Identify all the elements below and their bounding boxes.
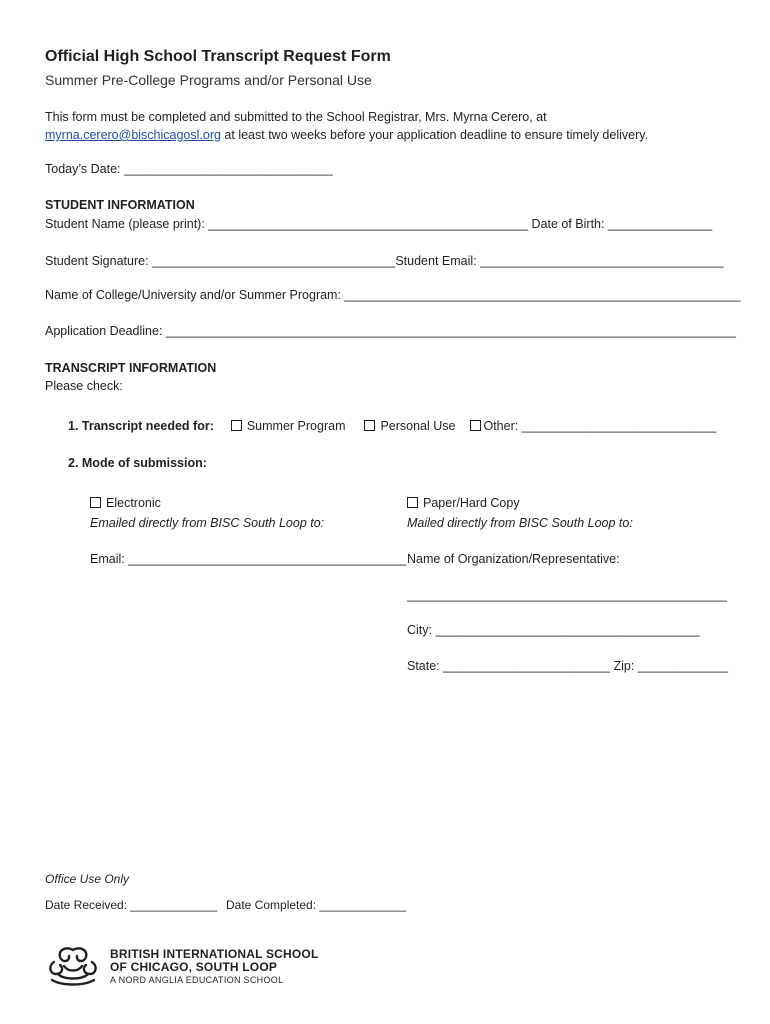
paper-note: Mailed directly from BISC South Loop to:	[407, 516, 633, 530]
logo-line-2: OF CHICAGO, SOUTH LOOP	[110, 960, 278, 974]
organization-field[interactable]: ______________________________________________	[407, 588, 727, 602]
please-check-label: Please check:	[45, 379, 123, 393]
intro-line-2-rest: at least two weeks before your application deadline to ensure timely delivery.	[220, 128, 649, 142]
transcript-info-heading: TRANSCRIPT INFORMATION	[45, 361, 217, 375]
other-checkbox[interactable]	[470, 420, 481, 431]
personal-use-option[interactable]	[364, 419, 455, 433]
summer-program-label: Summer Program	[246, 419, 346, 433]
city-field[interactable]: City: ______________________________________	[407, 623, 700, 637]
mode-of-submission-label: 2. Mode of submission:	[68, 456, 207, 470]
state-zip-field[interactable]: State: ________________________ Zip: _____________	[407, 659, 729, 673]
registrar-email-link[interactable]: myrna.cerero@bischicagosl.org	[45, 128, 221, 142]
student-info-heading: STUDENT INFORMATION	[45, 198, 195, 212]
summer-program-option[interactable]	[231, 419, 346, 433]
electronic-label: Electronic	[106, 496, 161, 510]
submission-email-field[interactable]: Email: ________________________________________	[90, 552, 407, 566]
paper-label: Paper/Hard Copy	[423, 496, 520, 510]
other-option[interactable]	[470, 419, 716, 433]
date-received-field[interactable]: Date Received: _____________	[45, 898, 218, 912]
electronic-option[interactable]	[90, 496, 161, 510]
student-signature-field[interactable]: Student Signature: ___________________________________Student Email: ___________________________________	[45, 254, 724, 268]
organization-label: Name of Organization/Representative:	[407, 552, 620, 566]
paper-option[interactable]	[407, 496, 520, 510]
intro-paragraph	[45, 108, 648, 144]
todays-date-field[interactable]: Today’s Date: ______________________________	[45, 162, 333, 176]
transcript-needed-row	[68, 419, 716, 433]
college-program-field[interactable]: Name of College/University and/or Summer Program: _________________________________________________________	[45, 288, 741, 302]
application-deadline-field[interactable]: Application Deadline: __________________________________________________________________________________	[45, 324, 736, 338]
electronic-note: Emailed directly from BISC South Loop to:	[90, 516, 325, 530]
school-logo-text	[110, 948, 319, 987]
date-completed-field[interactable]: Date Completed: _____________	[226, 898, 407, 912]
logo-line-1: BRITISH INTERNATIONAL SCHOOL	[110, 947, 319, 961]
form-subtitle: Summer Pre-College Programs and/or Personal Use	[45, 72, 372, 88]
personal-use-checkbox[interactable]	[364, 420, 375, 431]
paper-checkbox[interactable]	[407, 497, 418, 508]
logo-line-3: A NORD ANGLIA EDUCATION SCHOOL	[110, 975, 284, 985]
other-field[interactable]: Other: ____________________________	[483, 419, 717, 433]
form-title: Official High School Transcript Request Form	[45, 48, 391, 65]
personal-use-label: Personal Use	[380, 419, 456, 433]
student-name-field[interactable]: Student Name (please print): ______________________________________________ Date of Birth: _______________	[45, 217, 713, 231]
summer-program-checkbox[interactable]	[231, 420, 242, 431]
school-crest-icon	[44, 944, 102, 988]
intro-line-2	[45, 126, 648, 144]
transcript-needed-label: 1. Transcript needed for:	[68, 419, 214, 433]
office-use-label: Office Use Only	[45, 872, 130, 886]
electronic-checkbox[interactable]	[90, 497, 101, 508]
intro-line-1: This form must be completed and submitted to the School Registrar, Mrs. Myrna Cerero, at	[45, 110, 547, 124]
